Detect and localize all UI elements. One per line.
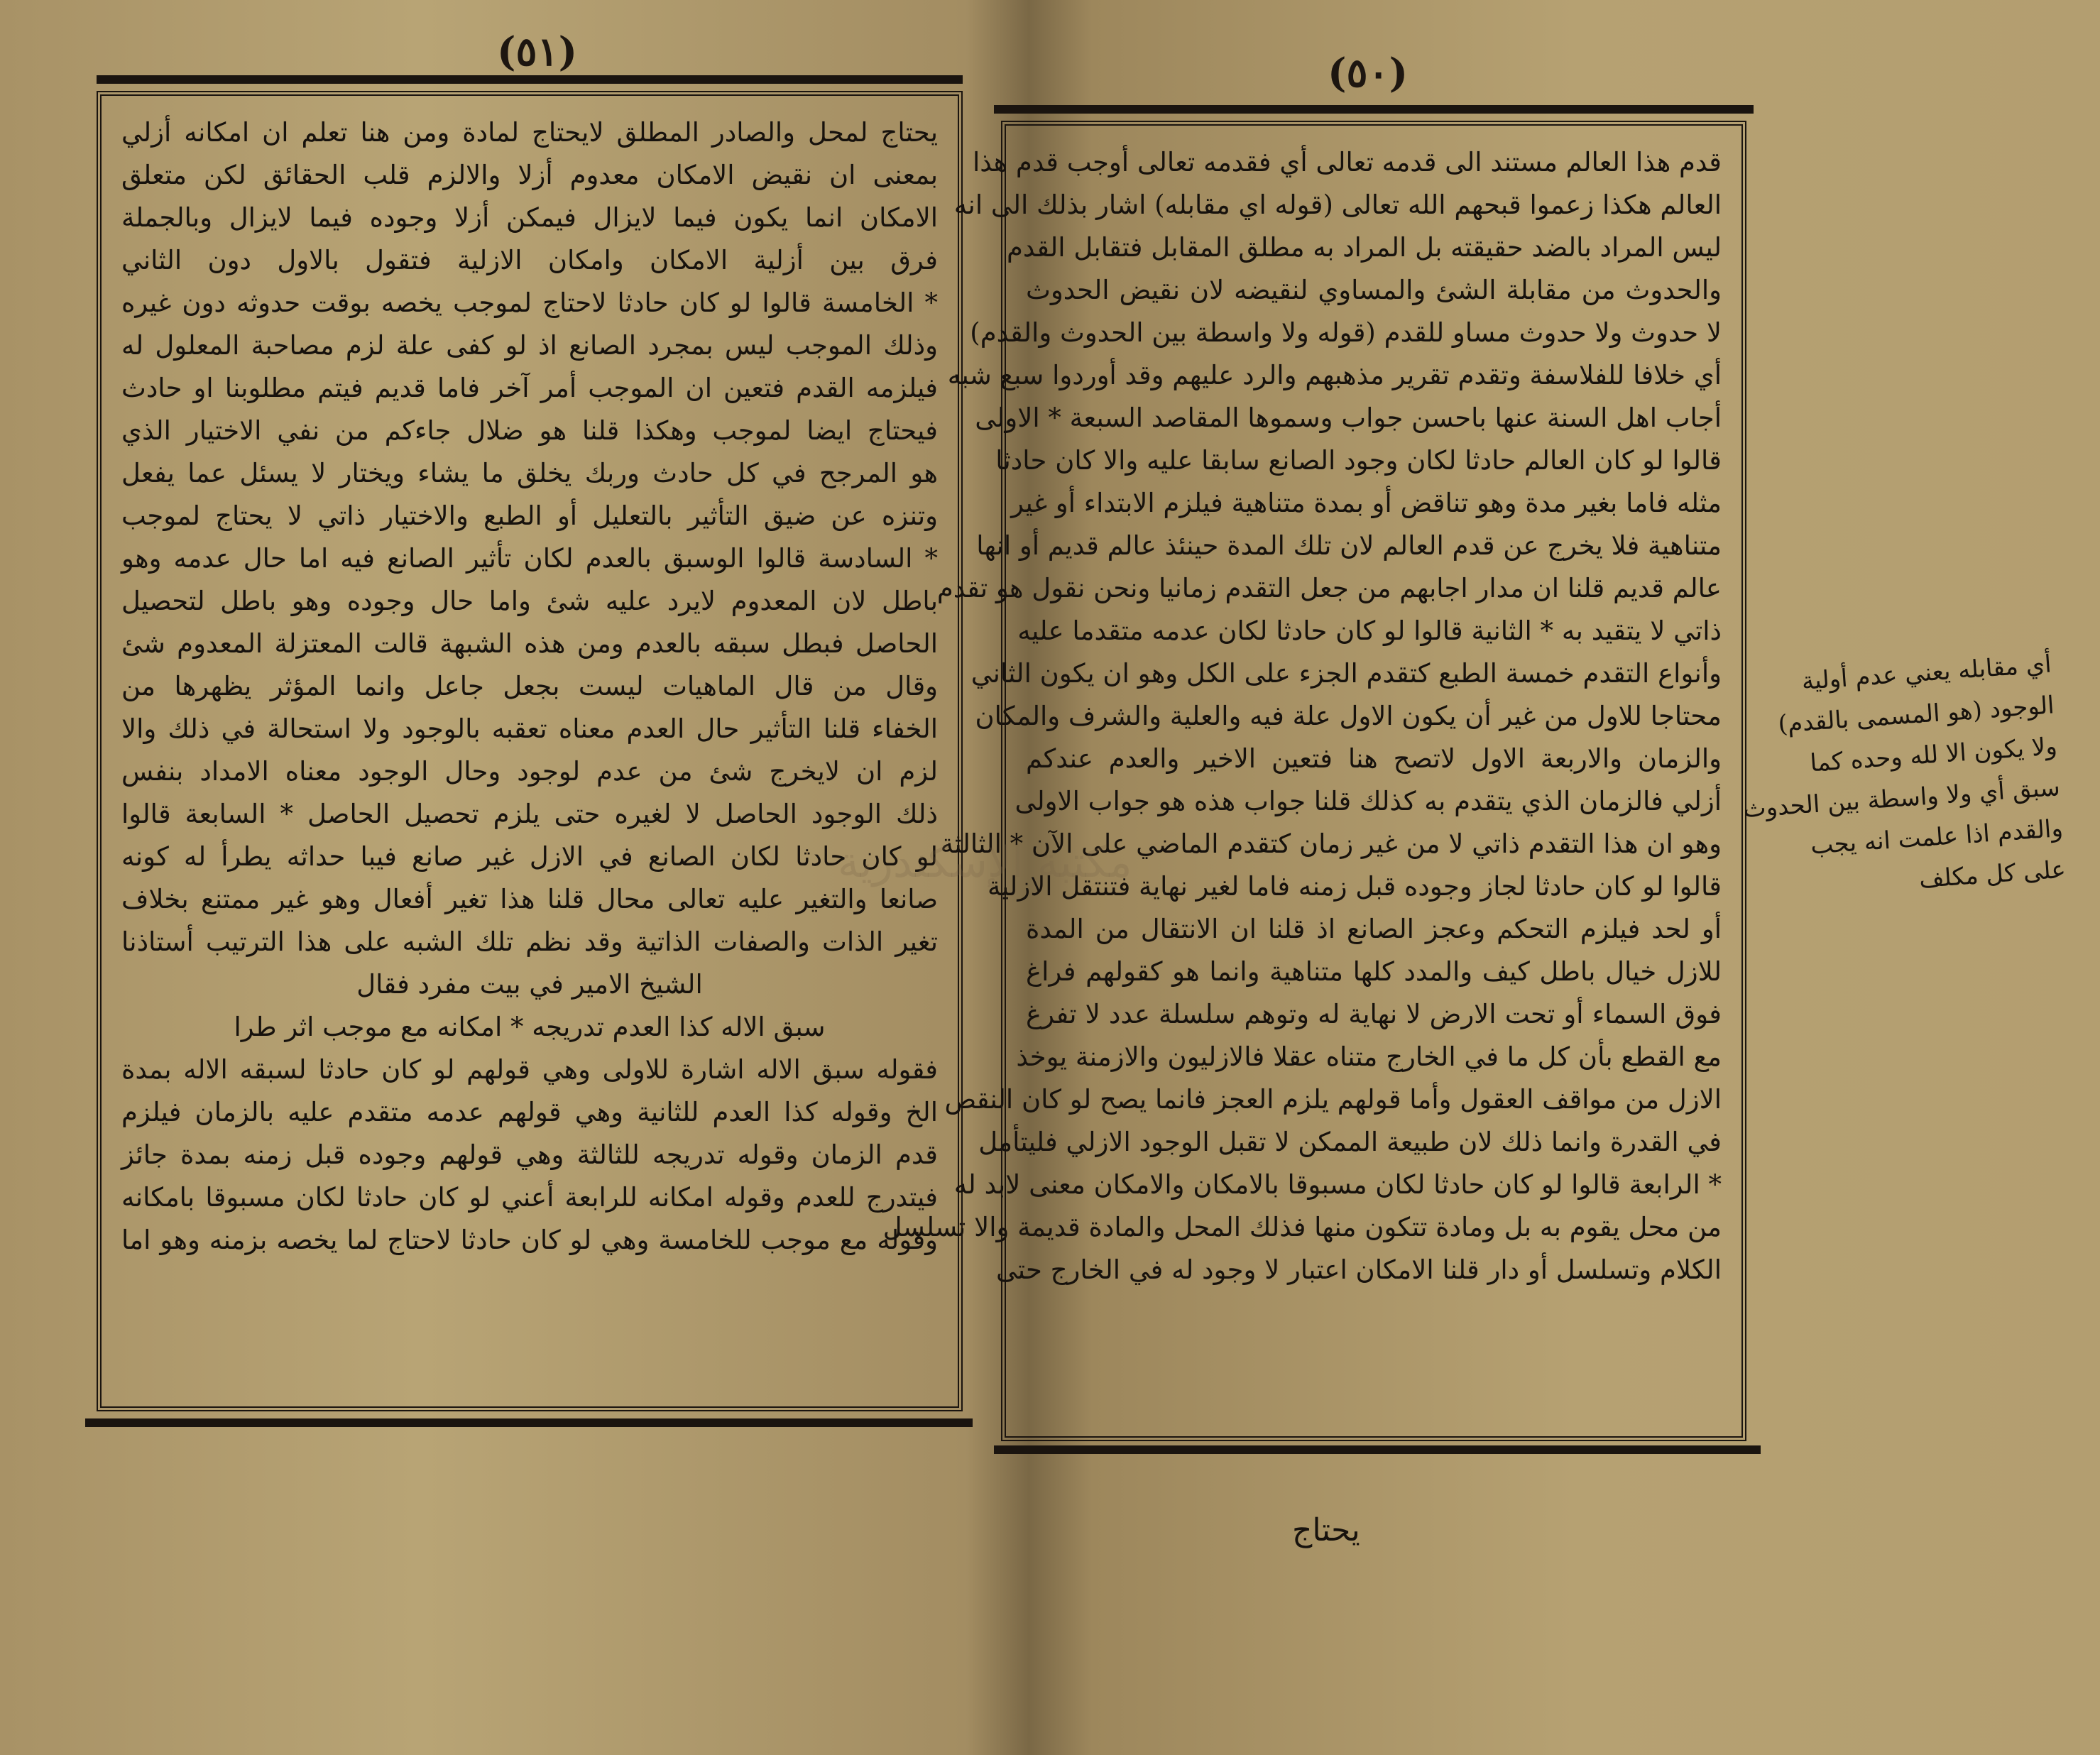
text-line: الازل من مواقف العقول وأما قولهم يلزم العجز فانما يصح لو كان النقص <box>944 1084 1722 1115</box>
text-line: الوجود (هو المسمى بالقدم) <box>1777 691 2055 739</box>
text-line: لزم ان لايخرج شئ من عدم لوجود وحال الوجود معناه الامداد بنفس <box>121 756 938 787</box>
margin-note <box>1742 643 2067 909</box>
text-line: الكلام وتسلسل أو دار قلنا الامكان اعتبار لا وجود له في الخارج حتى <box>995 1254 1722 1285</box>
text-line: قالوا لو كان العالم حادثا لكان وجود الصانع سابقا عليه والا كان حادثا <box>995 445 1722 476</box>
text-line: الامكان انما يكون فيما لايزال فيمكن أزلا وجوده فيما لايزال وبالجملة <box>121 202 938 233</box>
text-line: قدم الزمان وقوله تدريجه للثالثة وهي قولهم وجوده قبل زمنه بمدة جائز <box>121 1139 938 1170</box>
text-line: وقوله مع موجب للخامسة وهي لو كان حادثا لاحتاج لما يخصه بزمنه وهو اما <box>121 1225 938 1255</box>
text-line: ولا يكون الا لله وحده كما <box>1809 732 2058 778</box>
text-line: سبق الاله كذا العدم تدريجه * امكانه مع موجب اثر طرا <box>234 1012 826 1042</box>
catchword: يحتاج <box>1292 1512 1360 1548</box>
text-line: فيلزمه القدم فتعين ان الموجب أمر آخر فاما قديم فيتم مطلوبنا او حادث <box>121 373 938 403</box>
text-line: * الخامسة قالوا لو كان حادثا لاحتاج لموجب يخصه بوقت حدوثه دون غيره <box>121 288 938 318</box>
left-text-block <box>121 111 938 1262</box>
text-line: ليس المراد بالضد حقيقته بل المراد به مطلق المقابل فتقابل القدم <box>1006 232 1722 263</box>
text-line: يحتاج لمحل والصادر المطلق لايحتاج لمادة ومن هنا تعلم ان امكانه أزلي <box>121 117 938 148</box>
text-line: باطل لان المعدوم لايرد عليه شئ واما حال وجوده وهو باطل لتحصيل <box>121 586 938 616</box>
text-line: وهو ان هذا التقدم ذاتي لا من غير زمان كتقدم الماضي على الآن * الثالثة <box>940 829 1722 859</box>
text-line: وقال من قال الماهيات ليست بجعل جاعل وانما المؤثر يظهرها من <box>121 671 938 701</box>
watermark: مكتبة الإسكندرية <box>838 838 1132 887</box>
text-line: أجاب اهل السنة عنها باحسن جواب وسموها المقاصد السبعة * الاولى <box>975 403 1722 433</box>
text-line: فقوله سبق الاله اشارة للاولى وهي قولهم لو كان حادثا لسبقه الاله بمدة <box>121 1054 938 1085</box>
text-line: وأنواع التقدم خمسة الطبع كتقدم الجزء على الكل وهو ان يكون الثاني <box>970 658 1722 689</box>
text-line: الخفاء قلنا التأثير حال العدم معناه تعقبه بالوجود ولا استحالة في ذلك والا <box>121 714 938 744</box>
text-line: تغير الذات والصفات الذاتية وقد نظم تلك الشبه على هذا الترتيب أستاذنا <box>121 926 938 957</box>
left-page-number: (٥١) <box>497 28 578 75</box>
text-line: أزلي فالزمان الذي يتقدم به كذلك قلنا جواب هذه هو جواب الاولى <box>1015 786 1722 816</box>
text-line: مثله فاما بغير مدة وهو تناقض أو بمدة متناهية فيلزم الابتداء أو غير <box>1011 488 1722 518</box>
text-line: فيتدرج للعدم وقوله امكانه للرابعة أعني لو كان حادثا لكان مسبوقا بامكانه <box>121 1182 938 1213</box>
text-line: فرق بين أزلية الامكان وامكان الازلية فتقول بالاول دون الثاني <box>121 245 938 275</box>
text-line: صانعا والتغير عليه تعالى محال قلنا هذا تغير أفعال وهو غير ممتنع بخلاف <box>121 884 938 914</box>
left-bottom-rule <box>85 1418 973 1427</box>
text-line: والحدوث من مقابلة الشئ والمساوي لنقيضه لان نقيض الحدوث <box>1026 275 1722 305</box>
text-line: والزمان والاربعة الاول لاتصح هنا فتعين الاخير والعدم عندكم <box>1026 743 1722 774</box>
text-line: قالوا لو كان حادثا لجاز وجوده قبل زمنه فاما لغير نهاية فتنتقل الازلية <box>988 871 1722 902</box>
text-line: متناهية فلا يخرج عن قدم العالم لان تلك المدة حينئذ عالم قديم أو انها <box>976 530 1722 561</box>
text-line: للازل خيال باطل كيف والمدد كلها متناهية وانما هو كقولهم فراغ <box>1026 956 1722 987</box>
left-text-frame <box>97 91 963 1411</box>
text-line: أي خلافا للفلاسفة وتقدم تقرير مذهبهم والرد عليهم وقد أوردوا سبع شبه <box>947 360 1722 390</box>
left-top-rule <box>97 75 963 84</box>
text-line: والقدم اذا علمت انه يجب <box>1809 814 2064 860</box>
text-line: فيحتاج ايضا لموجب وهكذا قلنا هو ضلال جاءكم من نفي الاختيار الذي <box>121 415 938 446</box>
text-line: قدم هذا العالم مستند الى قدمه تعالى أي فقدمه تعالى أوجب قدم هذا <box>972 147 1722 177</box>
text-line: محتاجا للاول من غير أن يكون الاول علة فيه والعلية والشرف والمكان <box>975 701 1722 731</box>
text-line: الحاصل فبطل سبقه بالعدم ومن هذه الشبهة قالت المعتزلة المعدوم شئ <box>121 628 938 659</box>
text-line: الخ وقوله كذا العدم للثانية وهي قولهم عدمه متقدم عليه بالزمان فيلزم <box>121 1097 938 1127</box>
text-line: مع القطع بأن كل ما في الخارج متناه عقلا فالازليون والازمنة يوخذ <box>1016 1041 1722 1072</box>
text-line: أي مقابله يعني عدم أولية <box>1800 650 2052 696</box>
text-line: لو كان حادثا لكان الصانع في الازل غير صانع فيبا حداثه يطرأ له كونه <box>121 841 938 872</box>
margin-note-lines <box>1742 643 2067 909</box>
text-line: ذلك الوجود الحاصل لا لغيره حتى يلزم تحصيل الحاصل * السابعة قالوا <box>121 799 938 829</box>
text-line: بمعنى ان نقيض الامكان معدوم أزلا والالزم قلب الحقائق لكن متعلق <box>121 160 938 190</box>
right-top-rule <box>994 105 1754 114</box>
text-line: أو لحد فيلزم التحكم وعجز الصانع اذ قلنا ان الانتقال من المدة <box>1026 914 1722 944</box>
text-line: فوق السماء أو تحت الارض لا نهاية له وتوهم سلسلة عدد لا تفرغ <box>1026 999 1722 1029</box>
text-line: من محل يقوم به بل ومادة تتكون منها فذلك المحل والمادة قديمة والا تسلسل <box>882 1212 1722 1242</box>
text-line: وتنزه عن ضيق التأثير بالتعليل أو الطبع والاختيار ذاتي لا يحتاج لموجب <box>121 501 938 531</box>
right-page-number: (٥٠) <box>1328 50 1409 97</box>
text-line: عالم قديم قلنا ان مدار اجابهم من جعل التقدم زمانيا ونحن نقول هو تقدم <box>936 573 1722 603</box>
text-line: * السادسة قالوا الوسبق بالعدم لكان تأثير الصانع فيه اما حال عدمه وهو <box>121 543 938 574</box>
text-line: سبق أي ولا واسطة بين الحدوث <box>1742 773 2061 824</box>
text-line: وذلك الموجب ليس بمجرد الصانع اذ لو كفى علة لزم مصاحبة المعلول له <box>121 330 938 361</box>
right-bottom-rule <box>994 1445 1761 1454</box>
text-line: في القدرة وانما ذلك لان طبيعة الممكن لا تقبل الوجود الازلي فليتأمل <box>978 1127 1722 1157</box>
text-line: ذاتي لا يتقيد به * الثانية قالوا لو كان حادثا لكان عدمه متقدما عليه <box>1017 616 1722 646</box>
text-line: * الرابعة قالوا لو كان حادثا لكان مسبوقا بالامكان والامكان معنى لابد له <box>953 1169 1722 1200</box>
text-line: العالم هكذا زعموا قبحهم الله تعالى (قوله اي مقابله) اشار بذلك الى انه <box>953 190 1722 220</box>
text-line: على كل مكلف <box>1918 855 2067 895</box>
left-page <box>28 28 980 1732</box>
text-line: لا حدوث ولا حدوث مساو للقدم (قوله ولا واسطة بين الحدوث والقدم) <box>970 317 1722 348</box>
text-line: الشيخ الامير في بيت مفرد فقال <box>356 969 703 1000</box>
text-line: هو المرجح في كل حادث وربك يخلق ما يشاء ويختار لا يسئل عما يفعل <box>121 458 938 488</box>
